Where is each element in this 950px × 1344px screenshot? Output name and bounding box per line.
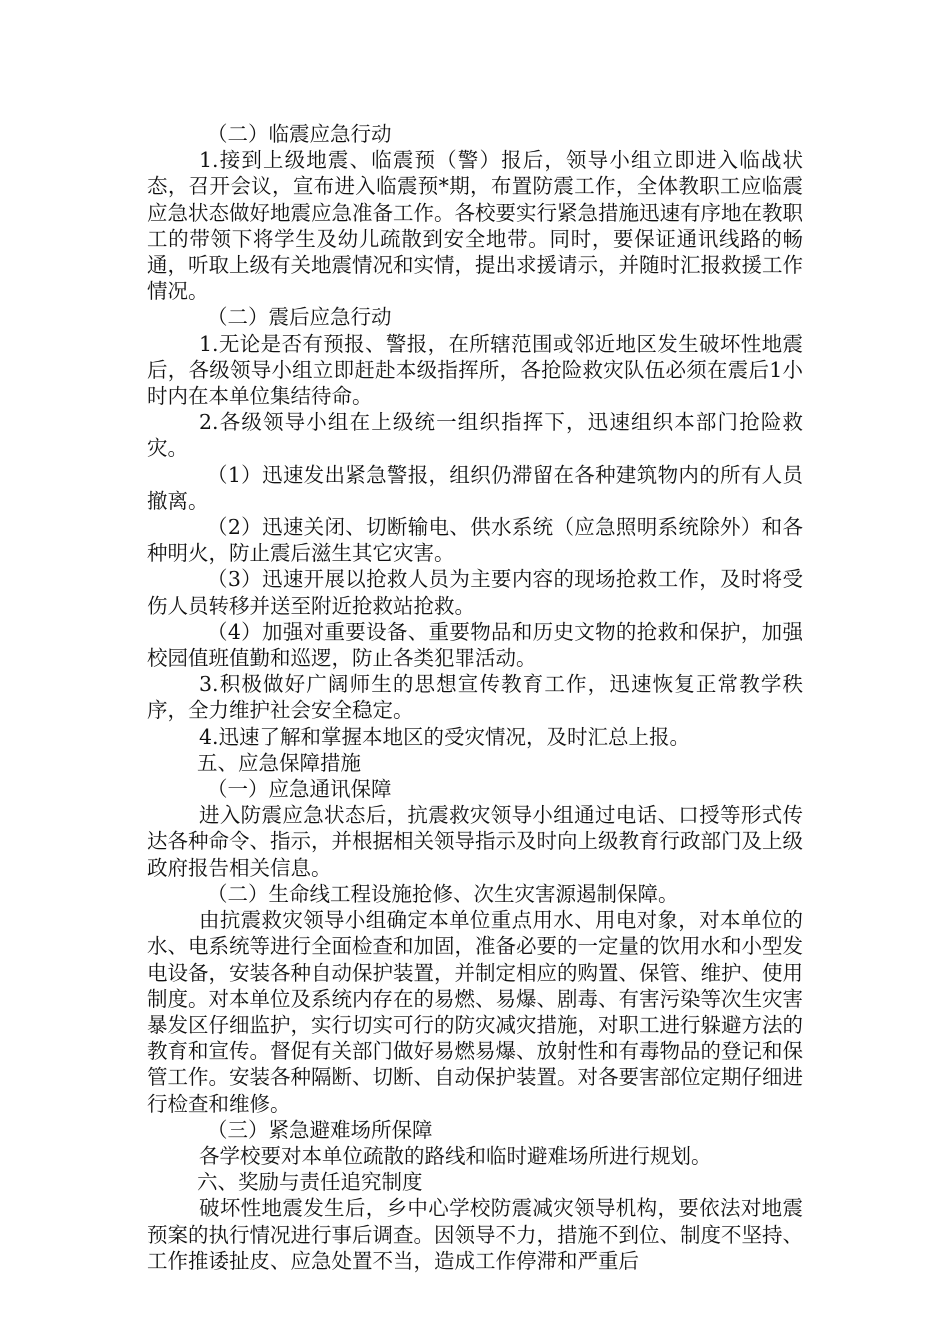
paragraph-post-quake-3: 3.积极做好广阔师生的思想宣传教育工作，迅速恢复正常教学秩序，全力维护社会安全稳定。 bbox=[147, 672, 803, 723]
paragraph-accountability: 破坏性地震发生后，乡中心学校防震减灾领导机构，要依法对地震预案的执行情况进行事后调查。因领导不力，措施不到位、制度不坚持、工作推诿扯皮、应急处置不当，造成工作停滞和严重后 bbox=[147, 1196, 803, 1273]
heading-shelter: （三）紧急避难场所保障 bbox=[207, 1117, 433, 1142]
heading-section-6: 六、奖励与责任追究制度 bbox=[197, 1170, 423, 1195]
paragraph-post-quake-2: 2.各级领导小组在上级统一组织指挥下，迅速组织本部门抢险救灾。 bbox=[147, 410, 803, 461]
heading-post-quake-response: （二）震后应急行动 bbox=[207, 305, 392, 330]
heading-pre-quake-response: （二）临震应急行动 bbox=[207, 122, 392, 146]
paragraph-lifeline: 由抗震救灾领导小组确定本单位重点用水、用电对象，对本单位的水、电系统等进行全面检查和加固，准备必要的一定量的饮用水和小型发电设备，安装各种自动保护装置，并制定相应的购置、保管、维护、使用制度。对本单位及系统内存在的易燃、易爆、剧毒、有害污染等次生灾害暴发区仔细监护，实行切实可行的防灾减灾措施，对职工进行躲避方法的教育和宣传。督促有关部门做好易燃易爆、放射性和有毒物品的登记和保管工作。安装各种隔断、切断、自动保护装置。对各要害部位定期仔细进行检查和维修。 bbox=[147, 908, 803, 1116]
paragraph-post-quake-4: 4.迅速了解和掌握本地区的受灾情况，及时汇总上报。 bbox=[199, 724, 691, 749]
paragraph-item-1: （1）迅速发出紧急警报，组织仍滞留在各种建筑物内的所有人员撤离。 bbox=[147, 462, 803, 513]
heading-communication: （一）应急通讯保障 bbox=[207, 777, 392, 802]
paragraph-pre-quake-1: 1.接到上级地震、临震预（警）报后，领导小组立即进入临战状态，召开会议，宣布进入临震预*期，布置防震工作，全体教职工应临震应急状态做好地震应急准备工作。各校要实行紧急措施迅速有序地在教职工的带领下将学生及幼儿疏散到安全地带。同时，要保证通讯线路的畅通，听取上级有关地震情况和实情，提出求援请示，并随时汇报救援工作情况。 bbox=[147, 148, 803, 304]
paragraph-item-2: （2）迅速关闭、切断输电、供水系统（应急照明系统除外）和各种明火，防止震后滋生其它灾害。 bbox=[147, 515, 803, 566]
paragraph-post-quake-1: 1.无论是否有预报、警报，在所辖范围或邻近地区发生破坏性地震后，各级领导小组立即赶赴本级指挥所，各抢险救灾队伍必须在震后1小时内在本单位集结待命。 bbox=[147, 331, 803, 409]
paragraph-communication: 进入防震应急状态后，抗震救灾领导小组通过电话、口授等形式传达各种命令、指示，并根据相关领导指示及时向上级教育行政部门及上级政府报告相关信息。 bbox=[147, 803, 803, 880]
heading-section-5: 五、应急保障措施 bbox=[197, 750, 361, 775]
paragraph-item-4: （4）加强对重要设备、重要物品和历史文物的抢救和保护，加强校园值班值勤和巡逻，防止各类犯罪活动。 bbox=[147, 619, 803, 671]
heading-lifeline: （二）生命线工程设施抢修、次生灾害源遏制保障。 bbox=[207, 881, 679, 906]
paragraph-item-3: （3）迅速开展以抢救人员为主要内容的现场抢救工作，及时将受伤人员转移并送至附近抢救站抢救。 bbox=[147, 567, 803, 618]
paragraph-shelter: 各学校要对本单位疏散的路线和临时避难场所进行规划。 bbox=[199, 1143, 712, 1168]
